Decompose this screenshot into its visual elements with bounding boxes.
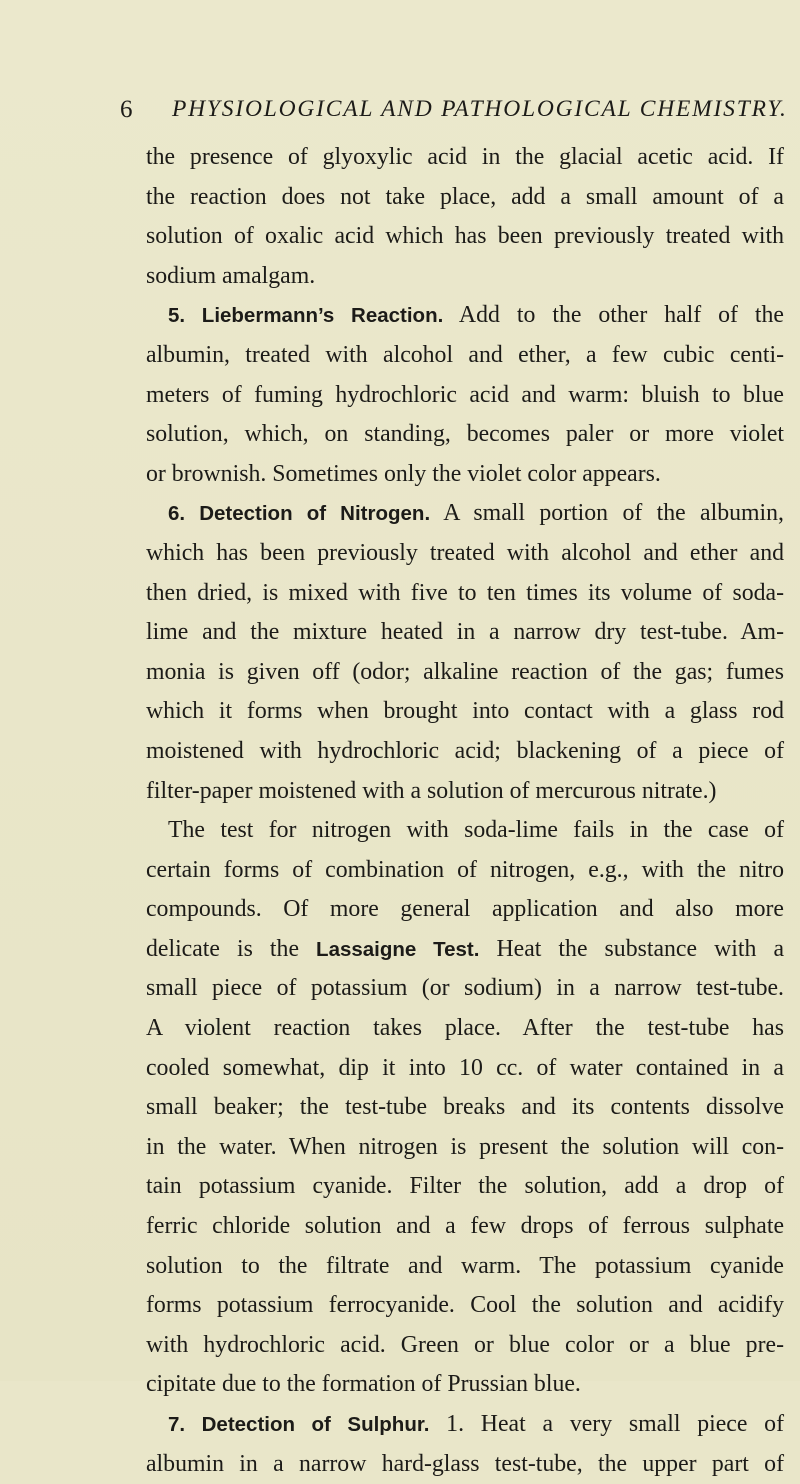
text-line: solution to the filtrate and warm. The potassium cyanide	[146, 1252, 784, 1279]
text-line: which it forms when brought into contact with a glass rod	[146, 698, 784, 725]
lassaigne-test-heading: Lassaigne Test.	[316, 937, 480, 961]
text-line: the reaction does not take place, add a small amount of a	[146, 183, 784, 210]
page-header	[120, 96, 788, 130]
section-heading-line: 6. Detection of Nitrogen. A small portion of the albumin,	[168, 500, 784, 527]
text-line: tain potassium cyanide. Filter the solution, add a drop of	[146, 1173, 784, 1200]
body-text	[146, 138, 785, 1477]
text-line: small beaker; the test-tube breaks and its contents dissolve	[146, 1094, 784, 1121]
text-line: A violent reaction takes place. After the test-tube has	[146, 1015, 784, 1042]
text-line: meters of fuming hydrochloric acid and warm: bluish to blue	[146, 381, 784, 408]
text-line: lime and the mixture heated in a narrow dry test-tube. Am-	[146, 619, 784, 646]
text-line: albumin in a narrow hard-glass test-tube, the upper part of	[146, 1450, 784, 1477]
running-title: PHYSIOLOGICAL AND PATHOLOGICAL CHEMISTRY.	[172, 96, 788, 122]
text-line: solution, which, on standing, becomes paler or more violet	[146, 421, 784, 448]
section-heading-nitrogen: 6. Detection of Nitrogen.	[168, 502, 431, 526]
text-line: cipitate due to the formation of Prussian blue.	[146, 1371, 581, 1398]
section-heading-liebermann: 5. Liebermann’s Reaction.	[168, 304, 444, 328]
section-heading-sulphur: 7. Detection of Sulphur.	[168, 1413, 430, 1436]
text-line: monia is given off (odor; alkaline reaction of the gas; fumes	[146, 658, 784, 685]
text-line: with hydrochloric acid. Green or blue color or a blue pre-	[146, 1331, 784, 1358]
text-line: which has been previously treated with alcohol and ether and	[146, 539, 784, 566]
text-line: sodium amalgam.	[146, 262, 316, 289]
text-line: certain forms of combination of nitrogen, e.g., with the nitro	[146, 856, 784, 883]
text-line: ferric chloride solution and a few drops of ferrous sulphate	[146, 1213, 784, 1240]
text-line: in the water. When nitrogen is present the solution will con-	[146, 1133, 784, 1160]
text-line: forms potassium ferrocyanide. Cool the solution and acidify	[146, 1292, 784, 1319]
text-line: compounds. Of more general application and also more	[146, 896, 784, 923]
section-heading-line: 7. Detection of Sulphur. 1. Heat a very small piece of	[168, 1411, 784, 1437]
text-line: or brownish. Sometimes only the violet color appears.	[146, 460, 661, 487]
text-line: delicate is the Lassaigne Test. Heat the substance with a	[146, 935, 785, 962]
text-line: albumin, treated with alcohol and ether, a few cubic centi-	[146, 341, 784, 368]
text-line: solution of oxalic acid which has been previously treated with	[146, 223, 784, 250]
text-line: small piece of potassium (or sodium) in a narrow test-tube.	[146, 975, 784, 1002]
page-number: 6	[120, 96, 133, 123]
text-line: the presence of glyoxylic acid in the glacial acetic acid. If	[146, 144, 784, 170]
text-line: moistened with hydrochloric acid; blackening of a piece of	[146, 737, 784, 764]
section-heading-line: 5. Liebermann’s Reaction. Add to the other half of the	[168, 302, 784, 329]
text-line: The test for nitrogen with soda-lime fails in the case of	[168, 817, 784, 844]
text-line: cooled somewhat, dip it into 10 cc. of water contained in a	[146, 1054, 784, 1081]
text-line: then dried, is mixed with five to ten times its volume of soda-	[146, 579, 784, 606]
text-line: filter-paper moistened with a solution of mercurous nitrate.)	[146, 777, 717, 804]
